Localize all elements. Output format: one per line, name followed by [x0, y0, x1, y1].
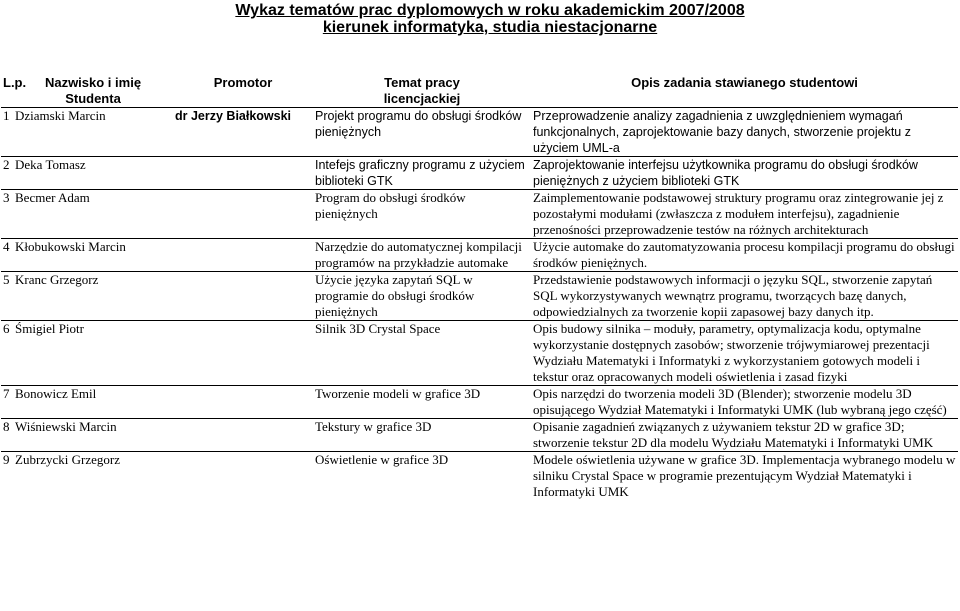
row-number: 8 [1, 419, 13, 452]
header-lp: L.p. [1, 75, 13, 108]
thesis-topic: Tekstury w grafice 3D [313, 419, 531, 452]
row-number: 4 [1, 239, 13, 272]
thesis-topic: Tworzenie modeli w grafice 3D [313, 386, 531, 419]
task-description: Opis narzędzi do tworzenia modeli 3D (Blender); stworzenie modelu 3D opisującego Wydział Matematyki i Informatyki UMK (lub wybraną jego część) [531, 386, 958, 419]
thesis-topics-table [1, 75, 958, 500]
thesis-topic: Projekt programu do obsługi środków pieniężnych [313, 108, 531, 157]
row-number: 1 [1, 108, 13, 157]
thesis-topic: Narzędzie do automatycznej kompilacji programów na przykładzie automake [313, 239, 531, 272]
row-number: 7 [1, 386, 13, 419]
promotor-name [173, 239, 313, 272]
header-student-line-1: Nazwisko i imię [44, 75, 142, 90]
task-description: Modele oświetlenia używane w grafice 3D. Implementacja wybranego modelu w silniku Crystal Space w programie prezentującym Wydział Matematyki i Informatyki UMK [533, 452, 956, 499]
header-topic [313, 75, 531, 108]
student-name: Deka Tomasz [13, 157, 173, 190]
promotor-name: dr Jerzy Białkowski [173, 108, 313, 157]
table-row [1, 157, 958, 190]
table-row [1, 272, 958, 321]
student-name: Wiśniewski Marcin [13, 419, 173, 452]
promotor-name [173, 321, 313, 386]
table-row [1, 386, 958, 419]
table-row [1, 452, 958, 501]
task-description: Zaimplementowanie podstawowej struktury programu oraz zintegrowanie jej z pozostałymi modułami (zwłaszcza z modułem interfejsu), zagadnienie przenośności przeprowadzenie testów na różnych architekturach [531, 190, 958, 239]
student-name: Kranc Grzegorz [13, 272, 173, 321]
header-topic-line-2: licencjackiej [383, 91, 461, 106]
header-student [13, 75, 173, 108]
table-header-row [1, 75, 958, 108]
promotor-name [173, 419, 313, 452]
thesis-topic: Silnik 3D Crystal Space [313, 321, 531, 386]
task-description: Przeprowadzenie analizy zagadnienia z uwzględnieniem wymagań funkcjonalnych, zaprojektowanie bazy danych, stworzenie projektu z użyciem UML-a [531, 108, 958, 157]
promotor-name [173, 452, 313, 501]
row-number: 9 [3, 452, 10, 467]
row-number: 5 [1, 272, 13, 321]
title-line-2: kierunek informatyka, studia niestacjonarne [322, 19, 658, 36]
table-row [1, 190, 958, 239]
student-name: Kłobukowski Marcin [13, 239, 173, 272]
student-name: Bonowicz Emil [13, 386, 173, 419]
header-tasks: Opis zadania stawianego studentowi [531, 75, 958, 108]
task-description: Opisanie zagadnień związanych z używaniem tekstur 2D w grafice 3D; stworzenie tekstur 2D dla modelu Wydziału Matematyki i Informatyki UMK [531, 419, 958, 452]
thesis-topic: Program do obsługi środków pieniężnych [313, 190, 531, 239]
thesis-topic: Oświetlenie w grafice 3D [315, 452, 449, 467]
header-promotor: Promotor [173, 75, 313, 108]
task-description: Opis budowy silnika – moduły, parametry, optymalizacja kodu, optymalne wykorzystanie dostępnych zasobów; stworzenie trójwymiarowej prezentacji Wydziału Matematyki i Informatyki z wykorzystaniem gotowych modeli i tekstur oraz opracowanych modeli oświetlenia i zasad fizyki [531, 321, 958, 386]
task-description: Zaprojektowanie interfejsu użytkownika programu do obsługi środków pieniężnych z użyciem biblioteki GTK [531, 157, 958, 190]
document-title [230, 2, 750, 36]
promotor-name [173, 190, 313, 239]
table-row [1, 419, 958, 452]
table-row [1, 108, 958, 157]
header-topic-line-1: Temat pracy [384, 75, 460, 90]
row-number: 6 [1, 321, 13, 386]
student-name: Zubrzycki Grzegorz [15, 452, 121, 467]
row-number: 3 [1, 190, 13, 239]
table-row [1, 239, 958, 272]
thesis-topic: Użycie języka zapytań SQL w programie do obsługi środków pieniężnych [313, 272, 531, 321]
header-student-line-2: Studenta [65, 91, 121, 106]
promotor-name [173, 157, 313, 190]
title-line-1: Wykaz tematów prac dyplomowych w roku akademickim 2007/2008 [235, 2, 745, 19]
student-name: Becmer Adam [13, 190, 173, 239]
task-description: Przedstawienie podstawowych informacji o języku SQL, stworzenie zapytań SQL wykorzystywanych wewnątrz programu, tworzących bazę danych, odpowiedzialnych za tworzenie kopii zapasowej bazy danych itp. [531, 272, 958, 321]
promotor-name [173, 272, 313, 321]
student-name: Dziamski Marcin [13, 108, 173, 157]
task-description: Użycie automake do zautomatyzowania procesu kompilacji programu do obsługi środków pieniężnych. [531, 239, 958, 272]
thesis-topic: Intefejs graficzny programu z użyciem biblioteki GTK [313, 157, 531, 190]
student-name: Śmigiel Piotr [13, 321, 173, 386]
promotor-name [173, 386, 313, 419]
row-number: 2 [1, 157, 13, 190]
table-row [1, 321, 958, 386]
